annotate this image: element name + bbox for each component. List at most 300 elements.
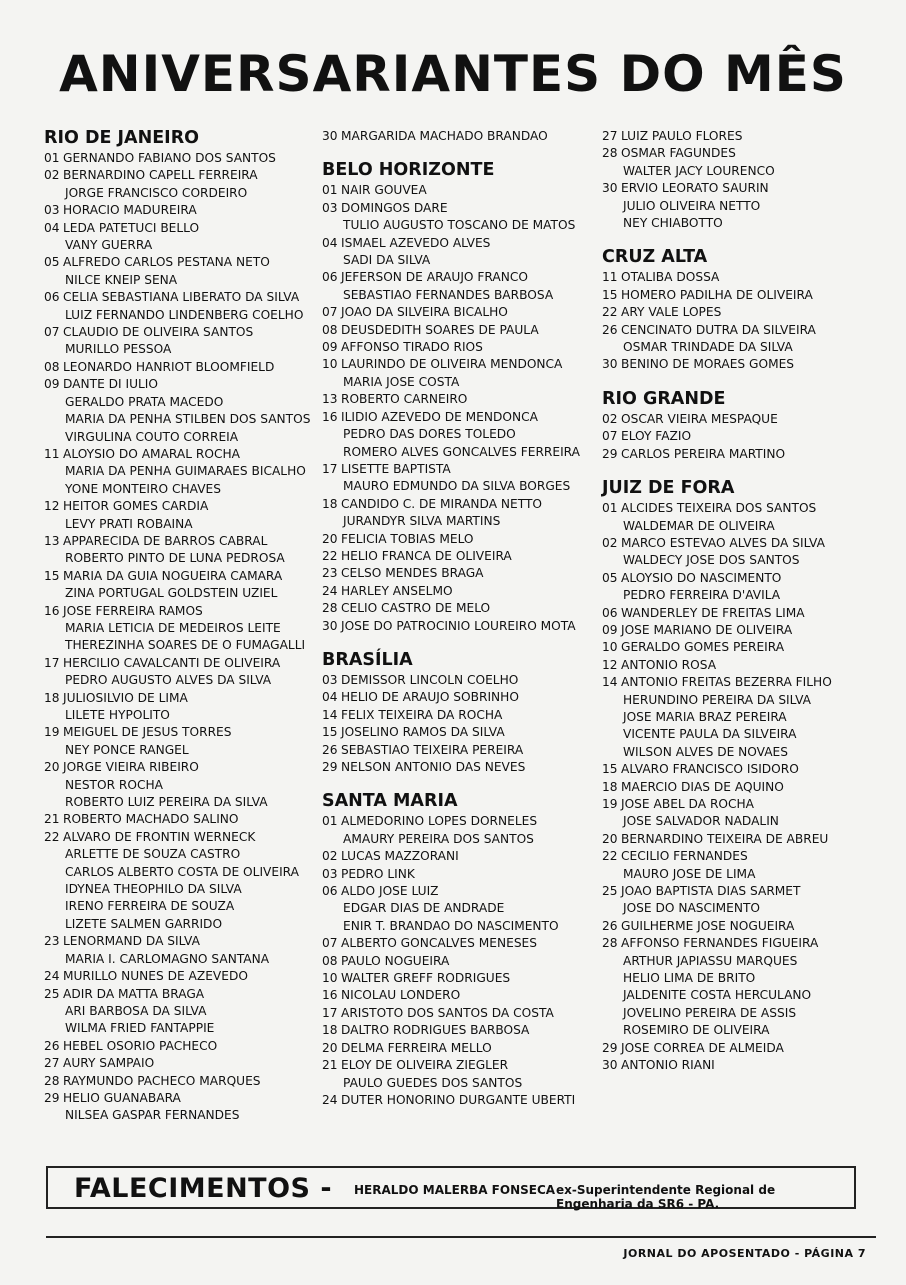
city-title: RIO GRANDE: [602, 388, 726, 409]
birthday-day: 24: [322, 1092, 338, 1107]
birthday-entry: [602, 605, 882, 622]
birthday-entry: [602, 622, 882, 639]
birthday-name: ALBERTO GONCALVES MENESES: [341, 936, 537, 951]
birthday-name: ROBERTO LUIZ PEREIRA DA SILVA: [65, 795, 268, 810]
birthday-name: HELIO GUANABARA: [63, 1090, 181, 1105]
birthday-name: CELSO MENDES BRAGA: [341, 566, 484, 581]
birthday-entry: [44, 533, 314, 550]
birthday-name: THEREZINHA SOARES DE O FUMAGALLI: [65, 638, 306, 653]
birthday-entry: [44, 324, 314, 341]
birthday-day: 25: [44, 986, 60, 1001]
birthday-name: ROSEMIRO DE OLIVEIRA: [623, 1023, 770, 1038]
page-footer: JORNAL DO APOSENTADO - PÁGINA 7: [623, 1247, 866, 1260]
birthday-entry: [44, 933, 314, 950]
city-title: SANTA MARIA: [322, 791, 458, 812]
city-section: [602, 128, 882, 232]
birthday-entry: [322, 356, 600, 373]
birthday-entry: [602, 866, 882, 883]
birthday-name: ARISTOTO DOS SANTOS DA COSTA: [341, 1005, 554, 1020]
birthday-day: 28: [602, 146, 618, 161]
birthday-day: 12: [602, 657, 618, 672]
birthday-entry: [602, 198, 882, 215]
birthday-day: 11: [44, 446, 60, 461]
birthday-name: GERALDO PRATA MACEDO: [65, 394, 224, 409]
birthday-day: 30: [602, 1058, 618, 1073]
birthday-day: 26: [44, 1038, 60, 1053]
birthday-day: 02: [44, 168, 60, 183]
birthday-name: WALTER GREFF RODRIGUES: [341, 971, 511, 986]
birthday-name: DELMA FERREIRA MELLO: [341, 1040, 492, 1055]
birthday-name: GERALDO GOMES PEREIRA: [621, 640, 785, 655]
birthday-name: LUIZ FERNANDO LINDENBERG COELHO: [65, 307, 304, 322]
birthday-name: CLAUDIO DE OLIVEIRA SANTOS: [63, 325, 254, 340]
birthday-day: 10: [602, 640, 618, 655]
birthday-name: JOSE MARIANO DE OLIVEIRA: [621, 622, 793, 637]
birthday-day: 15: [602, 762, 618, 777]
birthday-day: 02: [602, 411, 618, 426]
birthday-day: 04: [322, 235, 338, 250]
birthday-day: 20: [322, 531, 338, 546]
birthday-entry: [602, 587, 882, 604]
birthday-day: 27: [602, 129, 618, 143]
birthday-entry: [322, 513, 600, 530]
birthday-name: LEONARDO HANRIOT BLOOMFIELD: [63, 359, 275, 374]
birthday-entry: [602, 287, 882, 304]
birthday-entry: [602, 1022, 882, 1039]
birthday-entry: [322, 391, 600, 408]
birthday-entry: [322, 182, 600, 199]
birthday-day: 29: [602, 1040, 618, 1055]
birthday-name: AFFONSO FERNANDES FIGUEIRA: [621, 936, 819, 951]
birthday-day: 09: [602, 622, 618, 637]
birthday-entry: [602, 935, 882, 952]
city-section: [322, 160, 600, 635]
birthday-name: DALTRO RODRIGUES BARBOSA: [341, 1023, 530, 1038]
birthday-day: 20: [602, 831, 618, 846]
birthday-entry: [44, 185, 314, 202]
section-gap: [602, 232, 882, 247]
birthday-day: 28: [44, 1073, 60, 1088]
birthday-entry: [602, 953, 882, 970]
birthday-day: 01: [322, 183, 338, 198]
birthday-name: IRENO FERREIRA DE SOUZA: [65, 899, 235, 914]
birthday-entry: [44, 220, 314, 237]
birthday-day: 02: [602, 535, 618, 550]
birthday-name: EDGAR DIAS DE ANDRADE: [343, 901, 505, 916]
birthday-entry: [44, 550, 314, 567]
birthday-entry: [602, 813, 882, 830]
birthday-name: JOSE DO PATROCINIO LOUREIRO MOTA: [341, 618, 576, 633]
birthday-entry: [322, 1005, 600, 1022]
birthday-entry: [602, 883, 882, 900]
birthday-entry: [602, 339, 882, 356]
birthday-entry: [602, 796, 882, 813]
birthday-name: HEBEL OSORIO PACHECO: [63, 1038, 218, 1053]
birthday-entry: [602, 987, 882, 1004]
birthday-entry: [602, 428, 882, 445]
birthday-day: 07: [44, 325, 60, 340]
birthday-entry: [44, 881, 314, 898]
birthday-entry: [44, 272, 314, 289]
birthday-day: 01: [322, 814, 338, 829]
birthday-name: JOVELINO PEREIRA DE ASSIS: [623, 1005, 797, 1020]
birthday-name: VICENTE PAULA DA SILVEIRA: [623, 727, 797, 742]
birthday-name: PEDRO DAS DORES TOLEDO: [343, 427, 516, 442]
birthday-entry: [602, 970, 882, 987]
birthday-name: JOSE FERREIRA RAMOS: [63, 603, 203, 618]
birthday-entry: [44, 707, 314, 724]
birthday-day: 26: [322, 742, 338, 757]
birthday-name: LEVY PRATI ROBAINA: [65, 516, 193, 531]
city-section: [322, 128, 600, 145]
birthday-entry: [602, 744, 882, 761]
birthday-day: 30: [322, 129, 338, 143]
birthday-entry: [44, 898, 314, 915]
birthday-name: LIZETE SALMEN GARRIDO: [65, 916, 223, 931]
birthday-entry: [322, 1057, 600, 1074]
city-title: BRASÍLIA: [322, 649, 413, 670]
birthday-day: 30: [602, 181, 618, 196]
birthday-name: CENCINATO DUTRA DA SILVEIRA: [621, 322, 816, 337]
birthday-entry: [322, 1022, 600, 1039]
birthday-entry: [322, 461, 600, 478]
birthday-entry: [44, 968, 314, 985]
birthday-name: ILIDIO AZEVEDO DE MENDONCA: [341, 409, 538, 424]
birthday-entry: [322, 672, 600, 689]
birthday-name: SEBASTIAO FERNANDES BARBOSA: [343, 287, 554, 302]
birthday-name: JOAO BAPTISTA DIAS SARMET: [621, 884, 801, 899]
column-1: [44, 128, 314, 1125]
birthday-name: BERNARDINO CAPELL FERREIRA: [63, 168, 258, 183]
birthday-name: DEUSDEDITH SOARES DE PAULA: [341, 322, 539, 337]
city-section: [322, 791, 600, 1109]
birthday-name: JORGE FRANCISCO CORDEIRO: [65, 185, 248, 200]
birthday-entry: [322, 1092, 600, 1109]
birthday-entry: [44, 411, 314, 428]
birthday-entry: [322, 707, 600, 724]
birthday-name: ZINA PORTUGAL GOLDSTEIN UZIEL: [65, 586, 278, 601]
birthday-entry: [322, 918, 600, 935]
birthday-entry: [322, 970, 600, 987]
birthday-entry: [322, 742, 600, 759]
birthday-name: SADI DA SILVA: [343, 253, 431, 268]
birthday-name: LENORMAND DA SILVA: [63, 934, 200, 949]
birthday-name: MARIA DA GUIA NOGUEIRA CAMARA: [63, 568, 283, 583]
birthday-name: ENIR T. BRANDAO DO NASCIMENTO: [343, 918, 559, 933]
birthday-day: 27: [44, 1056, 60, 1071]
birthday-entry: [44, 237, 314, 254]
birthday-entry: [44, 289, 314, 306]
birthday-name: CARLOS PEREIRA MARTINO: [621, 446, 786, 461]
birthday-entry: [44, 1090, 314, 1107]
birthday-entry: [322, 548, 600, 565]
birthday-entry: [602, 779, 882, 796]
birthday-entry: [44, 359, 314, 376]
birthday-name: ALOYSIO DO AMARAL ROCHA: [63, 446, 240, 461]
birthday-name: HEITOR GOMES CARDIA: [63, 499, 209, 514]
birthday-name: BENINO DE MORAES GOMES: [621, 357, 795, 372]
birthday-name: DOMINGOS DARE: [341, 200, 448, 215]
birthday-entry: [44, 846, 314, 863]
birthday-day: 10: [322, 971, 338, 986]
birthday-name: NILCE KNEIP SENA: [65, 272, 178, 287]
birthday-name: JULIO OLIVEIRA NETTO: [623, 198, 761, 213]
birthday-entry: [44, 794, 314, 811]
birthday-name: WANDERLEY DE FREITAS LIMA: [621, 605, 805, 620]
birthday-entry: [602, 1040, 882, 1057]
birthday-day: 29: [44, 1090, 60, 1105]
birthday-name: ARLETTE DE SOUZA CASTRO: [65, 847, 241, 862]
birthday-name: ARI BARBOSA DA SILVA: [65, 1003, 207, 1018]
birthday-entry: [322, 987, 600, 1004]
birthday-entry: [44, 307, 314, 324]
birthday-day: 28: [322, 601, 338, 616]
falecimento-name: HERALDO MALERBA FONSECA: [354, 1183, 556, 1197]
birthday-entry: [322, 269, 600, 286]
section-gap: [322, 635, 600, 650]
birthday-entry: [44, 1107, 314, 1124]
birthday-entry: [44, 777, 314, 794]
birthday-entry: [322, 217, 600, 234]
birthday-entry: [602, 848, 882, 865]
birthday-entry: [44, 167, 314, 184]
birthday-day: 26: [602, 322, 618, 337]
section-gap: [322, 145, 600, 160]
birthday-entry: [602, 128, 882, 145]
birthday-entry: [602, 518, 882, 535]
birthday-entry: [602, 304, 882, 321]
birthday-entry: [44, 150, 314, 167]
birthday-day: 01: [602, 501, 618, 516]
birthday-day: 05: [44, 255, 60, 270]
birthday-name: AFFONSO TIRADO RIOS: [341, 340, 483, 355]
birthday-name: ADIR DA MATTA BRAGA: [63, 986, 205, 1001]
birthday-entry: [602, 552, 882, 569]
birthday-name: ARY VALE LOPES: [621, 305, 722, 320]
birthday-day: 20: [322, 1040, 338, 1055]
birthday-day: 07: [322, 305, 338, 320]
birthday-name: HELIO LIMA DE BRITO: [623, 971, 756, 986]
birthday-day: 04: [44, 220, 60, 235]
birthday-entry: [44, 986, 314, 1003]
falecimentos-box: [46, 1166, 856, 1209]
birthday-name: MARCO ESTEVAO ALVES DA SILVA: [621, 535, 825, 550]
birthday-entry: [44, 759, 314, 776]
birthday-day: 13: [322, 392, 338, 407]
birthday-name: HORACIO MADUREIRA: [63, 203, 197, 218]
birthday-entry: [44, 620, 314, 637]
birthday-day: 28: [602, 936, 618, 951]
birthday-name: LUIZ PAULO FLORES: [621, 129, 743, 143]
birthday-name: OSMAR FAGUNDES: [621, 146, 736, 161]
birthday-entry: [322, 496, 600, 513]
birthday-entry: [602, 500, 882, 517]
birthday-name: JURANDYR SILVA MARTINS: [343, 514, 501, 529]
birthday-entry: [44, 394, 314, 411]
birthday-day: 03: [322, 200, 338, 215]
birthday-entry: [602, 446, 882, 463]
birthday-entry: [602, 535, 882, 552]
birthday-entry: [44, 1073, 314, 1090]
birthday-entry: [602, 1005, 882, 1022]
birthday-name: PAULO NOGUEIRA: [341, 953, 450, 968]
birthday-name: CELIO CASTRO DE MELO: [341, 601, 491, 616]
birthday-name: NICOLAU LONDERO: [341, 988, 461, 1003]
birthday-name: ALCIDES TEIXEIRA DOS SANTOS: [621, 501, 817, 516]
birthday-name: MARIA DA PENHA STILBEN DOS SANTOS: [65, 412, 311, 427]
birthday-entry: [322, 409, 600, 426]
birthday-name: ROBERTO MACHADO SALINO: [63, 812, 239, 827]
birthday-name: LILETE HYPOLITO: [65, 708, 170, 722]
birthday-entry: [602, 761, 882, 778]
birthday-entry: [602, 674, 882, 691]
birthday-entry: [44, 690, 314, 707]
birthday-name: ROBERTO CARNEIRO: [341, 392, 468, 407]
birthday-day: 24: [322, 583, 338, 598]
birthday-day: 08: [322, 322, 338, 337]
birthday-name: LAURINDO DE OLIVEIRA MENDONCA: [341, 357, 563, 372]
birthday-entry: [44, 202, 314, 219]
birthday-name: JOAO DA SILVEIRA BICALHO: [341, 305, 508, 320]
birthday-entry: [602, 709, 882, 726]
section-gap: [602, 374, 882, 389]
birthday-day: 10: [322, 357, 338, 372]
birthday-name: ARTHUR JAPIASSU MARQUES: [623, 953, 798, 968]
birthday-day: 30: [602, 357, 618, 372]
birthday-name: WILMA FRIED FANTAPPIE: [65, 1021, 215, 1036]
birthday-name: NELSON ANTONIO DAS NEVES: [341, 760, 526, 774]
birthday-day: 18: [602, 779, 618, 794]
birthday-name: JORGE VIEIRA RIBEIRO: [63, 760, 199, 775]
birthday-name: ALMEDORINO LOPES DORNELES: [341, 814, 538, 829]
birthday-name: NEY CHIABOTTO: [623, 216, 723, 231]
birthday-name: OSCAR VIEIRA MESPAQUE: [621, 411, 778, 426]
birthday-name: YONE MONTEIRO CHAVES: [65, 481, 221, 496]
birthday-name: ANTONIO ROSA: [621, 657, 717, 672]
birthday-entry: [44, 481, 314, 498]
birthday-entry: [322, 374, 600, 391]
falecimento-role: ex-Superintendente Regional de Engenharia da SR6 - PA.: [556, 1183, 776, 1211]
birthday-name: PEDRO FERREIRA D'AVILA: [623, 588, 781, 603]
birthday-day: 17: [322, 461, 338, 476]
birthday-day: 14: [322, 707, 338, 722]
birthday-entry: [44, 916, 314, 933]
birthday-day: 07: [322, 936, 338, 951]
birthday-name: LUCAS MAZZORANI: [341, 849, 459, 864]
birthday-name: HERUNDINO PEREIRA DA SILVA: [623, 692, 811, 707]
birthday-name: NAIR GOUVEA: [341, 183, 427, 198]
birthday-day: 26: [602, 918, 618, 933]
birthday-day: 22: [44, 829, 60, 844]
birthday-entry: [602, 180, 882, 197]
birthday-day: 22: [322, 548, 338, 563]
birthday-day: 25: [602, 884, 618, 899]
birthday-name: WILSON ALVES DE NOVAES: [623, 744, 788, 759]
birthday-day: 24: [44, 969, 60, 984]
column-3: [602, 128, 882, 1075]
birthday-day: 05: [602, 570, 618, 585]
birthday-name: JOSE ABEL DA ROCHA: [621, 797, 755, 811]
birthday-day: 29: [602, 446, 618, 461]
birthday-name: VANY GUERRA: [65, 238, 153, 253]
birthday-day: 22: [602, 849, 618, 864]
birthday-entry: [44, 341, 314, 358]
birthday-name: CANDIDO C. DE MIRANDA NETTO: [341, 496, 543, 511]
birthday-day: 03: [322, 672, 338, 687]
birthday-name: ROMERO ALVES GONCALVES FERREIRA: [343, 444, 580, 459]
birthday-name: MAURO JOSE DE LIMA: [623, 866, 756, 881]
birthday-name: OSMAR TRINDADE DA SILVA: [623, 340, 793, 355]
birthday-entry: [322, 287, 600, 304]
birthday-name: GERNANDO FABIANO DOS SANTOS: [63, 151, 276, 165]
birthday-entry: [322, 759, 600, 776]
birthday-name: MEIGUEL DE JESUS TORRES: [63, 725, 232, 740]
birthday-name: WALDEMAR DE OLIVEIRA: [623, 518, 775, 533]
birthday-name: BERNARDINO TEIXEIRA DE ABREU: [621, 831, 829, 846]
birthday-name: LISETTE BAPTISTA: [341, 461, 451, 476]
birthday-day: 06: [322, 884, 338, 899]
birthday-name: MURILLO PESSOA: [65, 342, 172, 357]
birthday-day: 01: [44, 151, 60, 165]
birthday-entry: [322, 883, 600, 900]
birthday-name: AURY SAMPAIO: [63, 1056, 155, 1071]
birthday-day: 15: [602, 287, 618, 302]
birthday-name: NEY PONCE RANGEL: [65, 742, 189, 757]
birthday-entry: [44, 864, 314, 881]
birthday-name: CECILIO FERNANDES: [621, 849, 748, 864]
birthday-entry: [44, 829, 314, 846]
birthday-entry: [602, 163, 882, 180]
birthday-entry: [44, 672, 314, 689]
birthday-entry: [322, 866, 600, 883]
birthday-entry: [322, 689, 600, 706]
birthday-entry: [322, 1040, 600, 1057]
birthday-entry: [602, 570, 882, 587]
city-section: [44, 128, 314, 1125]
birthday-entry: [44, 463, 314, 480]
birthday-day: 30: [322, 618, 338, 633]
birthday-name: APPARECIDA DE BARROS CABRAL: [63, 533, 268, 548]
birthday-name: MARIA LETICIA DE MEDEIROS LEITE: [65, 620, 281, 635]
birthday-name: RAYMUNDO PACHECO MARQUES: [63, 1073, 261, 1088]
birthday-day: 21: [44, 812, 60, 827]
birthday-name: GUILHERME JOSE NOGUEIRA: [621, 918, 795, 933]
birthday-name: JOSE DO NASCIMENTO: [623, 901, 761, 916]
birthday-name: ALVARO DE FRONTIN WERNECK: [63, 829, 256, 844]
birthday-name: MARIA DA PENHA GUIMARAES BICALHO: [65, 464, 306, 479]
birthday-name: MURILLO NUNES DE AZEVEDO: [63, 969, 248, 984]
birthday-entry: [44, 603, 314, 620]
birthday-entry: [602, 1057, 882, 1074]
page-title: ANIVERSARIANTES DO MÊS: [59, 45, 847, 103]
birthday-entry: [322, 583, 600, 600]
birthday-name: ELOY FAZIO: [621, 429, 692, 444]
birthday-day: 13: [44, 533, 60, 548]
section-gap: [322, 776, 600, 791]
birthday-entry: [322, 531, 600, 548]
birthday-entry: [44, 376, 314, 393]
birthday-day: 18: [44, 690, 60, 705]
birthday-day: 02: [322, 849, 338, 864]
birthday-day: 18: [322, 496, 338, 511]
birthday-entry: [602, 356, 882, 373]
birthday-day: 09: [322, 340, 338, 355]
birthday-entry: [44, 951, 314, 968]
birthday-name: ALDO JOSE LUIZ: [341, 884, 439, 899]
birthday-name: DEMISSOR LINCOLN COELHO: [341, 672, 519, 687]
birthday-name: IDYNEA THEOPHILO DA SILVA: [65, 882, 242, 897]
birthday-day: 14: [602, 675, 618, 690]
